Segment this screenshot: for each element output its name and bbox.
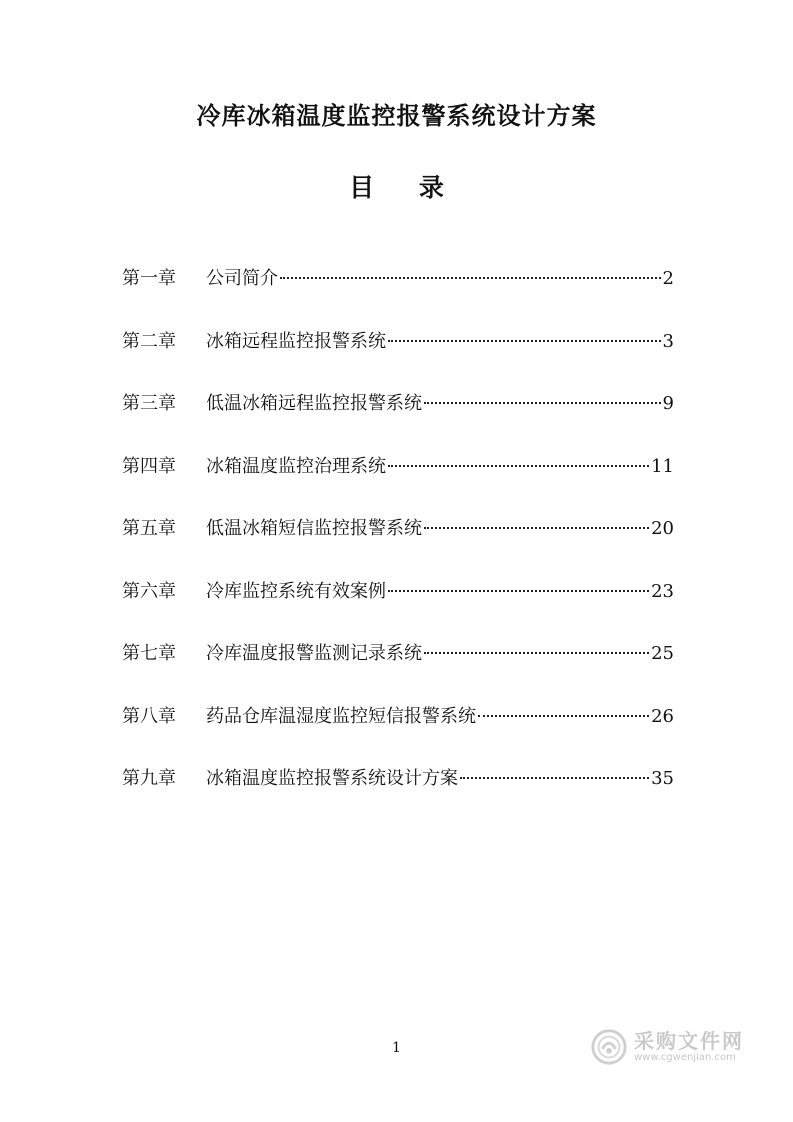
toc-chapter-label: 第五章 <box>122 518 176 539</box>
watermark <box>590 1028 744 1066</box>
toc-entry-5[interactable] <box>122 512 674 575</box>
toc-entry-4[interactable] <box>122 450 674 513</box>
toc-entry-3[interactable] <box>122 387 674 450</box>
document-title: 冷库冰箱温度监控报警系统设计方案 <box>196 101 597 130</box>
toc-chapter-label: 第一章 <box>122 268 176 289</box>
toc-chapter-label: 第九章 <box>122 768 176 789</box>
toc-page-number: 2 <box>662 268 674 289</box>
toc-dot-leader <box>388 340 661 342</box>
toc-title: 冰箱温度监控报警系统设计方案 <box>206 768 458 789</box>
toc-title: 低温冰箱短信监控报警系统 <box>206 518 422 539</box>
toc-title: 冰箱远程监控报警系统 <box>206 330 386 352</box>
watermark-name: 采购文件网 <box>634 1029 744 1053</box>
toc-page-number: 3 <box>662 330 674 352</box>
toc-chapter-label: 第四章 <box>122 455 176 477</box>
toc-entry-6[interactable] <box>122 575 674 638</box>
toc-page-number: 23 <box>651 580 674 602</box>
watermark-url: www.cgwenjian.com <box>634 1052 736 1063</box>
toc-page-number: 26 <box>651 705 674 727</box>
toc-dot-leader <box>388 590 649 592</box>
toc-entry-7[interactable] <box>122 637 674 700</box>
toc-entry-1[interactable] <box>122 262 674 325</box>
toc-dot-leader <box>478 715 649 717</box>
toc-dot-leader <box>280 277 661 279</box>
toc-dot-leader <box>424 652 649 654</box>
cgwenjian-logo-icon <box>590 1028 628 1066</box>
toc-title: 冷库监控系统有效案例 <box>206 580 386 602</box>
toc-entry-9[interactable] <box>122 762 674 825</box>
toc-page-number: 35 <box>651 768 674 789</box>
toc-dot-leader <box>424 527 649 529</box>
toc-dot-leader <box>424 402 661 404</box>
toc-chapter-label: 第六章 <box>122 580 176 602</box>
toc-dot-leader <box>460 777 649 779</box>
toc-page-number: 20 <box>651 518 674 539</box>
toc-title: 冰箱温度监控治理系统 <box>206 455 386 477</box>
toc-title: 公司简介 <box>206 268 278 289</box>
toc-title: 药品仓库温湿度监控短信报警系统 <box>206 705 476 727</box>
toc-dot-leader <box>388 465 649 467</box>
toc-page-number: 25 <box>651 643 674 664</box>
toc-page-number: 9 <box>662 393 674 414</box>
toc-chapter-label: 第二章 <box>122 330 176 352</box>
toc-title: 低温冰箱远程监控报警系统 <box>206 393 422 414</box>
toc-heading: 目 录 <box>349 173 462 202</box>
table-of-contents <box>122 262 674 825</box>
toc-entry-2[interactable] <box>122 325 674 388</box>
toc-title: 冷库温度报警监测记录系统 <box>206 643 422 664</box>
page-number: 1 <box>392 1040 401 1056</box>
toc-entry-8[interactable] <box>122 700 674 763</box>
toc-chapter-label: 第三章 <box>122 393 176 414</box>
toc-chapter-label: 第七章 <box>122 643 176 664</box>
toc-page-number: 11 <box>651 455 674 477</box>
toc-chapter-label: 第八章 <box>122 705 176 727</box>
